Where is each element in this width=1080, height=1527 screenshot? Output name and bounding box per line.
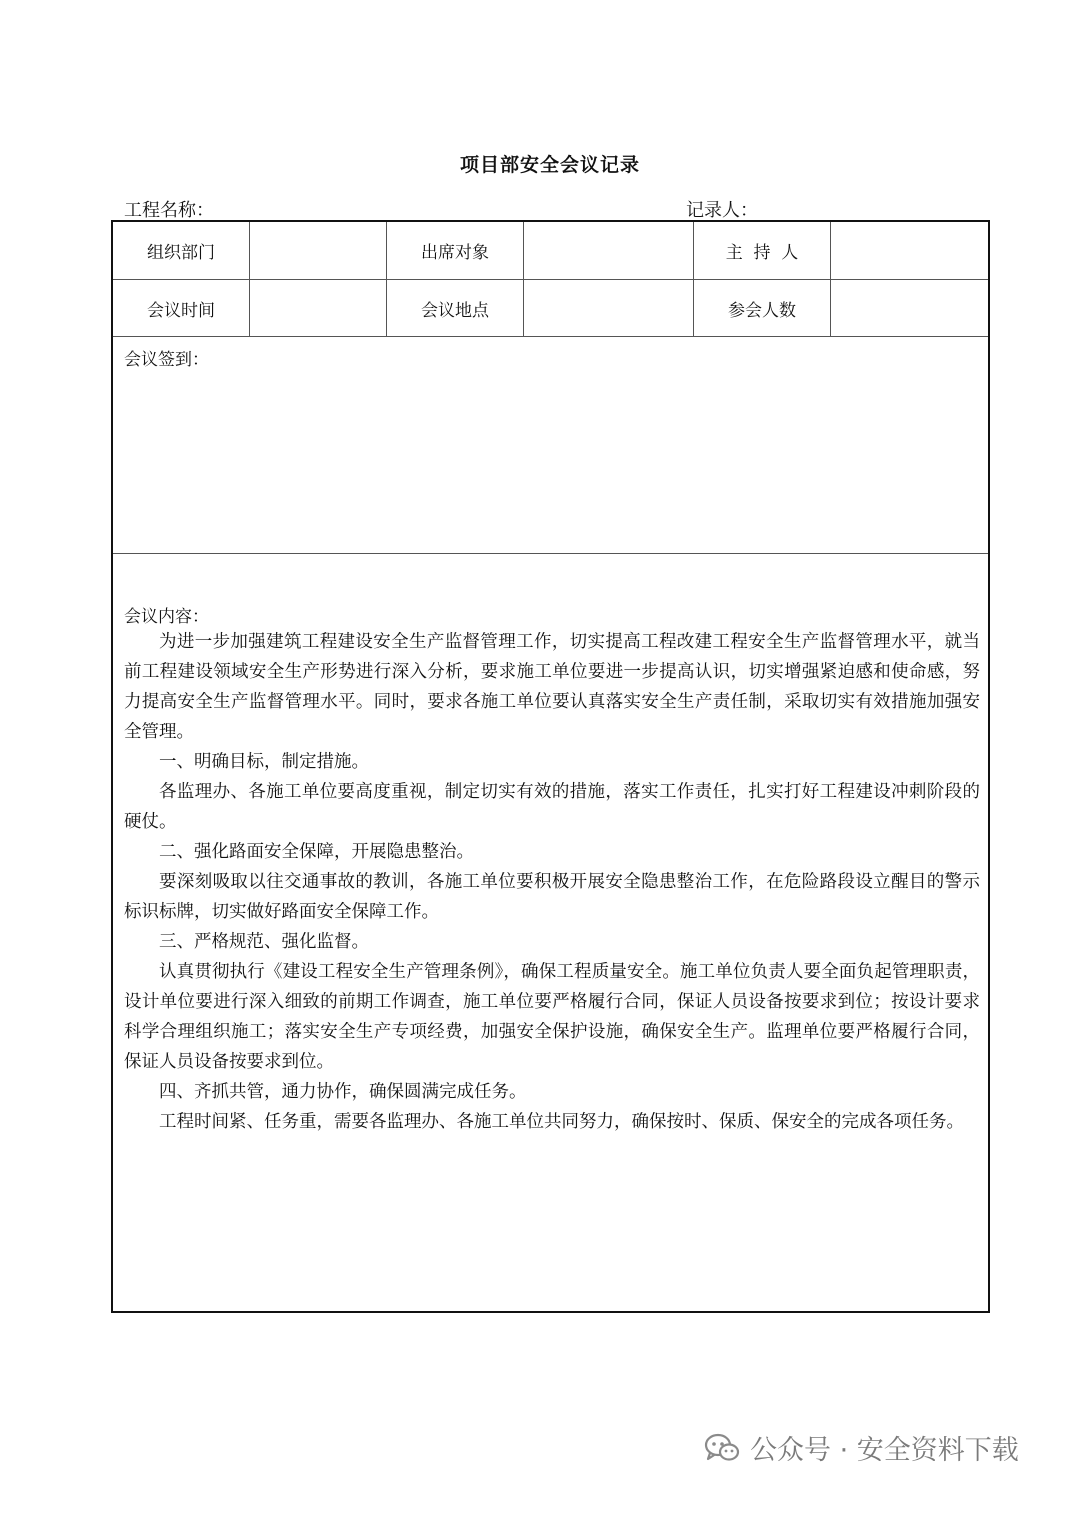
host-label: 主 持 人	[694, 222, 831, 279]
organizer-value[interactable]	[250, 222, 387, 279]
content-paragraph: 二、强化路面安全保障，开展隐患整治。	[159, 842, 474, 862]
content-paragraph: 为进一步加强建筑工程建设安全生产监督管理工作，切实提高工程改建工程安全生产监督管理水平，就当前工程建设领域安全生产形势进行深入分析，要求施工单位要进一步提高认识，切实增强紧迫感和使命感，努力提高安全生产监督管理水平。同时，要求各施工单位要认真落实安全生产责任制，采取切实有效措施加强安全管理。	[124, 632, 980, 742]
recorder-label: 记录人：	[686, 200, 758, 221]
attendees-label: 出席对象	[387, 222, 524, 279]
content-paragraph: 四、齐抓共管，通力协作，确保圆满完成任务。	[159, 1082, 527, 1102]
meeting-time-value[interactable]	[250, 280, 387, 336]
project-name-label: 工程名称：	[124, 200, 214, 221]
meeting-location-value[interactable]	[524, 280, 694, 336]
signin-section[interactable]	[113, 337, 988, 554]
content-paragraph: 工程时间紧、任务重，需要各监理办、各施工单位共同努力，确保按时、保质、保安全的完成各项任务。	[159, 1112, 964, 1132]
attendees-value[interactable]	[524, 222, 694, 279]
meeting-record-table	[111, 220, 990, 1313]
host-value[interactable]	[831, 222, 988, 279]
content-paragraph: 要深刻吸取以往交通事故的教训，各施工单位要积极开展安全隐患整治工作，在危险路段设立醒目的警示标识标牌，切实做好路面安全保障工作。	[124, 872, 980, 922]
signin-label: 会议签到：	[124, 350, 209, 370]
content-body	[124, 627, 980, 1137]
content-label: 会议内容：	[124, 607, 209, 627]
meeting-location-label: 会议地点	[387, 280, 524, 336]
attendee-count-value[interactable]	[831, 280, 988, 336]
content-paragraph: 一、明确目标，制定措施。	[159, 752, 369, 772]
wechat-icon	[704, 1433, 740, 1463]
meeting-time-label: 会议时间	[113, 280, 250, 336]
watermark	[704, 1428, 1019, 1467]
table-row	[113, 280, 988, 337]
table-row	[113, 222, 988, 280]
content-paragraph: 三、严格规范、强化监督。	[159, 932, 369, 952]
watermark-text: 公众号 · 安全资料下载	[750, 1435, 1019, 1466]
content-paragraph: 各监理办、各施工单位要高度重视，制定切实有效的措施，落实工作责任，扎实打好工程建设冲刺阶段的硬仗。	[124, 782, 980, 832]
attendee-count-label: 参会人数	[694, 280, 831, 336]
content-paragraph: 认真贯彻执行《建设工程安全生产管理条例》，确保工程质量安全。施工单位负责人要全面负起管理职责，设计单位要进行深入细致的前期工作调查，施工单位要严格履行合同，保证人员设备按要求到位；按设计要求科学合理组织施工；落实安全生产专项经费，加强安全保护设施，确保安全生产。监理单位要严格履行合同，保证人员设备按要求到位。	[124, 962, 980, 1072]
page-title: 项目部安全会议记录	[459, 154, 640, 176]
organizer-label: 组织部门	[113, 222, 250, 279]
meeting-content-section	[113, 554, 988, 1311]
